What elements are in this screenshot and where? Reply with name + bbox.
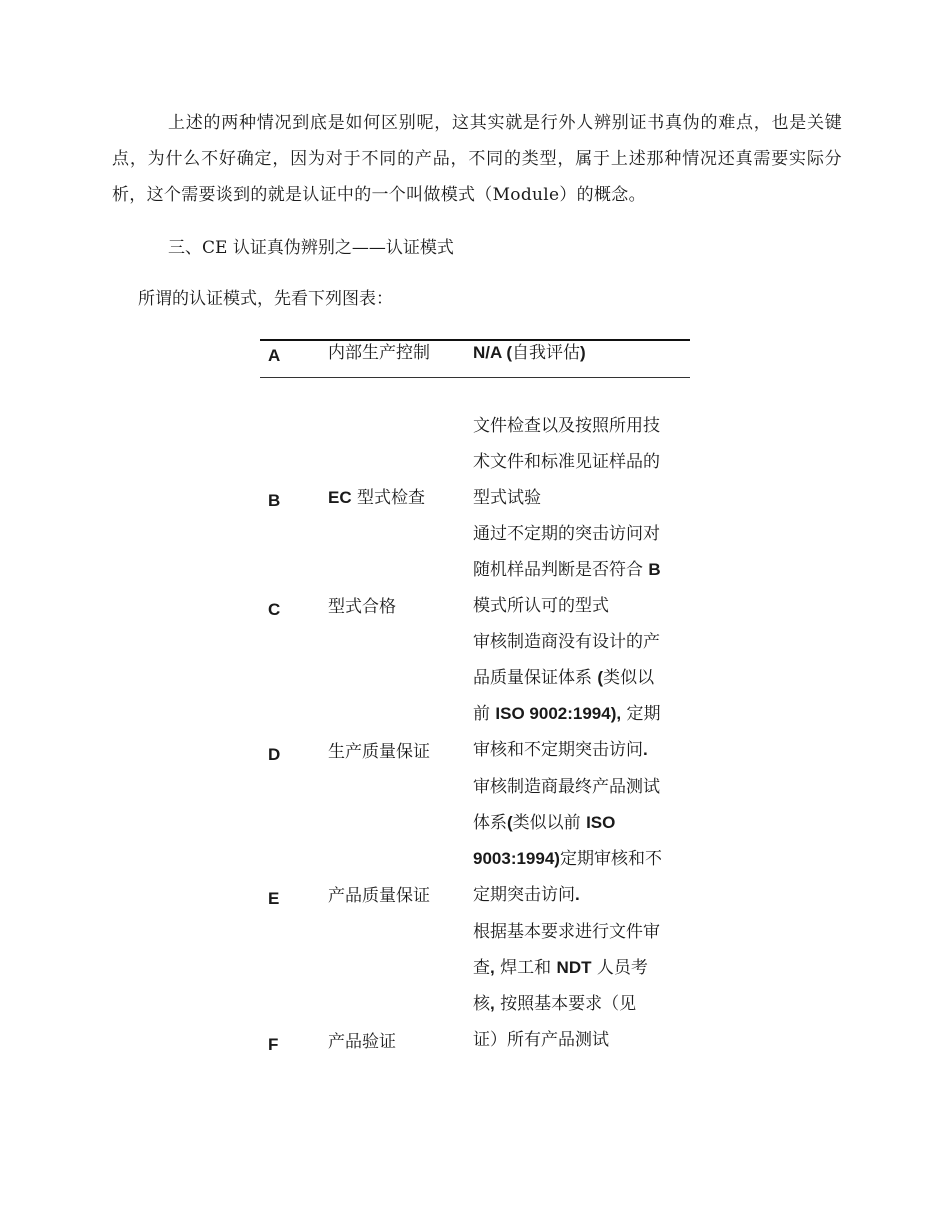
description-line: 审核制造商没有设计的产 (473, 632, 660, 652)
module-name: 生产质量保证 (328, 742, 430, 762)
module-description (473, 408, 688, 516)
module-code: E (268, 889, 280, 908)
module-description (473, 335, 688, 371)
module-description (473, 914, 688, 1058)
description-line: 查, 焊工和 NDT 人员考 (473, 958, 648, 978)
description-line: 文件检查以及按照所用技 (473, 416, 660, 436)
description-line: 审核和不定期突击访问. (473, 740, 648, 760)
module-name: 产品质量保证 (328, 886, 430, 906)
module-description (473, 516, 688, 624)
description-line: 通过不定期的突击访问对 (473, 524, 660, 544)
description-line: 根据基本要求进行文件审 (473, 922, 660, 942)
module-name: 产品验证 (328, 1032, 396, 1052)
description-line: 型式试验 (473, 488, 541, 508)
description-line: 核, 按照基本要求（见 (473, 994, 637, 1014)
module-name: 型式合格 (328, 597, 396, 617)
module-description (473, 769, 688, 913)
module-code: B (268, 491, 281, 510)
module-code: A (268, 346, 281, 365)
description-line: 随机样品判断是否符合 B (473, 560, 661, 580)
module-name: 内部生产控制 (328, 343, 430, 363)
module-name: EC 型式检查 (328, 488, 426, 508)
description-line: 模式所认可的型式 (473, 596, 609, 616)
module-code: D (268, 745, 281, 764)
section-heading: 三、CE 认证真伪辨别之——认证模式 (168, 238, 454, 258)
module-code: C (268, 600, 281, 619)
table-header-rule (260, 377, 690, 378)
description-line: 证）所有产品测试 (473, 1030, 609, 1050)
description-line: N/A (自我评估) (473, 343, 586, 363)
body-paragraph: 上述的两种情况到底是如何区别呢，这其实就是行外人辨别证书真伪的难点，也是关键点，为什么不好确定，因为对于不同的产品，不同的类型，属于上述那种情况还真需要实际分析，这个需要谈到的就是认证中的一个叫做模式（Module）的概念。 (112, 113, 842, 205)
description-line: 定期突击访问. (473, 885, 580, 905)
intro-text: 所谓的认证模式，先看下列图表： (138, 289, 393, 309)
description-line: 体系(类似以前 ISO (473, 813, 616, 833)
description-line: 品质量保证体系 (类似以 (473, 668, 655, 688)
description-line: 9003:1994)定期审核和不 (473, 849, 662, 869)
description-line: 审核制造商最终产品测试 (473, 777, 660, 797)
description-line: 前 ISO 9002:1994), 定期 (473, 704, 661, 724)
module-code: F (268, 1035, 279, 1054)
module-description (473, 624, 688, 768)
description-line: 术文件和标准见证样品的 (473, 452, 660, 472)
